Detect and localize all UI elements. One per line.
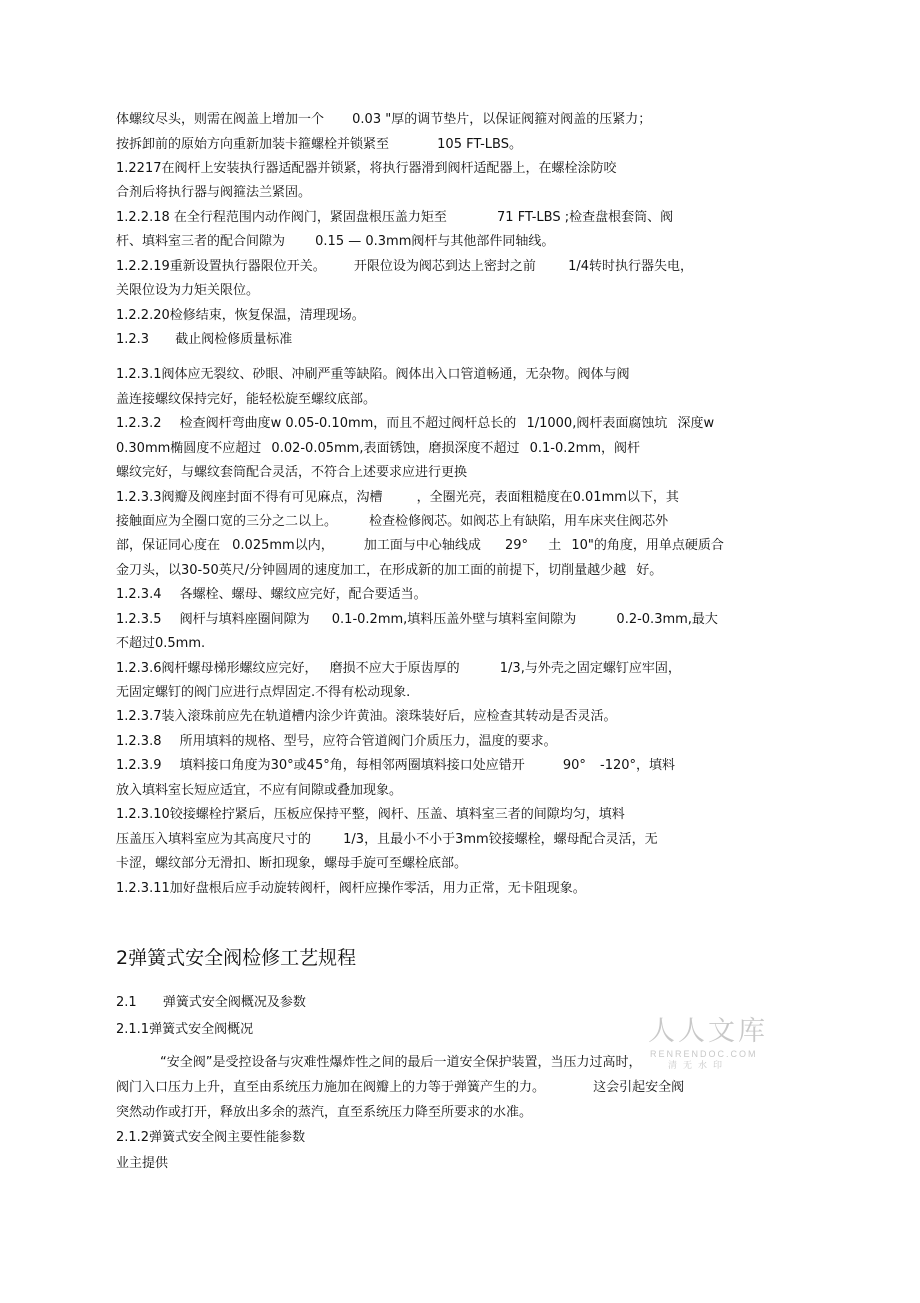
text-line: [116, 440, 640, 458]
text-line: [116, 160, 617, 178]
text-segment: 这会引起安全阀: [593, 1080, 685, 1095]
text-segment: 1/4转时执行器失电，: [568, 259, 693, 274]
text-line: [116, 209, 673, 227]
text-segment: 1.2217在阀杆上安装执行器适配器并锁紧，将执行器滑到阀杆适配器上，在螺栓涂防咬: [116, 161, 617, 176]
text-segment: “安全阀”是受控设备与灾难性爆炸性之间的最后一道安全保护装置，当压力过高时，: [160, 1055, 642, 1070]
text-segment: 71 FT-LBS ;检查盘根套筒、阀: [497, 210, 674, 225]
text-segment: 0.1-0.2mm,填料压盖外壁与填料室间隙为: [331, 612, 577, 627]
text-segment: 体螺纹尽头，则需在阀盖上增加一个: [116, 112, 325, 127]
text-segment: 0.30mm椭圆度不应超过: [116, 441, 262, 456]
text-line: [116, 489, 679, 507]
text-line: [116, 708, 616, 726]
text-segment: 卡涩，螺纹部分无滑扣、断扣现象，螺母手旋可至螺栓底部。: [116, 856, 468, 871]
text-segment: 金刀头，以30-50英尺/分钟圆周的速度加工，在形成新的加工面的前提下，切削量越少越: [116, 563, 627, 578]
text-segment: 0.02-0.05mm,表面锈蚀，磨损深度不超过: [271, 441, 520, 456]
chapter-heading: 2弹簧式安全阀检修工艺规程: [116, 947, 357, 969]
text-segment: 1.2.2.18 在全行程范围内动作阀门，紧固盘根压盖力矩至: [116, 210, 447, 225]
watermark-subtitle: RENRENDOC.COM: [650, 1049, 758, 1059]
text-segment: 1.2.3.5: [116, 612, 162, 627]
text-line: [116, 537, 724, 555]
text-segment: 关限位设为力矩关限位。: [116, 283, 260, 298]
text-line: [116, 855, 467, 873]
text-line: [116, 831, 658, 849]
text-segment: 2.1.2弹簧式安全阀主要性能参数: [116, 1130, 306, 1145]
text-segment: 盖连接螺纹保持完好，能轻松旋至螺纹底部。: [116, 392, 377, 407]
text-segment: 105 FT-LBS。: [437, 137, 522, 152]
text-segment: 1.2.3.9: [116, 758, 162, 773]
text-segment: 0.03 "厚的调节垫片，以保证阀箍对阀盖的压紧力；: [352, 112, 652, 127]
text-segment: 0.025mm以内，: [232, 538, 334, 553]
text-segment: 2.1: [116, 995, 137, 1010]
text-segment: 阀门入口压力上升，直至由系统压力施加在阀瓣上的力等于弹簧产生的力。: [116, 1080, 546, 1095]
text-segment: 弹簧式安全阀概况及参数: [162, 995, 306, 1010]
text-segment: 磨损不应大于原齿厚的: [329, 661, 460, 676]
subsection-heading: [116, 1021, 253, 1039]
text-line: [116, 111, 651, 129]
watermark-title: 人人文库: [648, 1016, 768, 1047]
text-line: [116, 415, 714, 433]
text-line: [116, 684, 410, 702]
text-segment: 按拆卸前的原始方向重新加装卡箍螺栓并锁紧至: [116, 137, 390, 152]
text-line: [116, 782, 402, 800]
text-line: [116, 880, 586, 898]
text-segment: 1/1000,阀杆表面腐蚀坑: [526, 416, 668, 431]
text-segment: 不超过0.5mm.: [116, 636, 206, 651]
text-segment: 1.2.2.20检修结束，恢复保温，清理现场。: [116, 308, 365, 323]
text-segment: 1.2.3: [116, 332, 150, 347]
section-heading: [116, 994, 306, 1012]
text-line: [116, 366, 629, 384]
text-line: [116, 184, 311, 202]
text-line: [116, 1104, 532, 1122]
text-segment: 1.2.3.7装入滚珠前应先在轨道槽内涂少许黄油。滚珠装好后，应检查其转动是否灵活。: [116, 709, 617, 724]
text-line: [116, 635, 205, 653]
text-segment: 突然动作或打开，释放出多余的蒸汽，直至系统压力降至所要求的水准。: [116, 1105, 533, 1120]
text-segment: 10"的角度，用单点硬质合: [571, 538, 724, 553]
text-line: [116, 562, 662, 580]
text-segment: 1.2.2.19重新设置执行器限位开关。: [116, 259, 326, 274]
text-segment: 无固定螺钉的阀门应进行点焊固定.不得有松动现象.: [116, 685, 411, 700]
text-segment: 业主提供: [116, 1156, 169, 1171]
text-line: [116, 586, 427, 604]
text-segment: 1.2.3.2: [116, 416, 162, 431]
text-segment: 0.15 — 0.3mm阀杆与其他部件同轴线。: [315, 234, 555, 249]
text-line: [116, 806, 625, 824]
text-segment: 1.2.3.3阀瓣及阀座封面不得有可见麻点，沟槽: [116, 490, 383, 505]
text-line: [116, 1155, 168, 1173]
text-line: [116, 757, 675, 775]
text-line: [116, 660, 681, 678]
text-line: [116, 1079, 684, 1097]
text-segment: 1.2.3.11加好盘根后应手动旋转阀杆，阀杆应操作零活，用力正常，无卡阻现象。: [116, 881, 586, 896]
text-segment: 深度w: [677, 416, 715, 431]
text-segment: ，全圈光亮，表面粗糙度在0.01mm以下，其: [416, 490, 679, 505]
text-segment: 压盖压入填料室应为其高度尺寸的: [116, 832, 312, 847]
text-segment: 2.1.1弹簧式安全阀概况: [116, 1022, 254, 1037]
text-segment: 接触面应为全圈口宽的三分之二以上。: [116, 514, 338, 529]
text-segment: 0.2-0.3mm,最大: [616, 612, 718, 627]
text-segment: 检查检修阀芯。如阀芯上有缺陷，用车床夹住阀芯外: [369, 514, 669, 529]
text-segment: 杆、填料室三者的配合间隙为: [116, 234, 286, 249]
text-segment: 90°: [562, 758, 586, 773]
text-segment: 开限位设为阀芯到达上密封之前: [353, 259, 536, 274]
text-line: [116, 307, 365, 325]
text-line: [116, 733, 557, 751]
text-segment: 检查阀杆弯曲度w 0.05-0.10mm，而且不超过阀杆总长的: [179, 416, 517, 431]
text-segment: 1.2.3.8: [116, 734, 162, 749]
text-segment: 0.1-0.2mm，阀杆: [529, 441, 640, 456]
text-segment: 好。: [636, 563, 663, 578]
watermark-logo: [648, 1016, 768, 1072]
text-segment: 阀杆与填料座圈间隙为: [179, 612, 310, 627]
watermark-note: 清无水印: [668, 1061, 729, 1071]
text-segment: 1.2.3.10铰接螺栓拧紧后，压板应保持平整，阀杆、压盖、填料室三者的间隙均匀，填料: [116, 807, 625, 822]
text-line: [116, 391, 376, 409]
subsection-heading: [116, 1129, 305, 1147]
text-segment: -120°，填料: [600, 758, 676, 773]
text-segment: 各螺栓、螺母、螺纹应完好，配合要适当。: [179, 587, 427, 602]
text-segment: 填料接口角度为30°或45°角，每相邻两圈填料接口处应错开: [179, 758, 525, 773]
text-line: [116, 464, 467, 482]
text-segment: 截止阀检修质量标准: [175, 332, 293, 347]
text-segment: 螺纹完好，与螺纹套筒配合灵活，不符合上述要求应进行更换: [116, 465, 468, 480]
section-heading: [116, 331, 292, 349]
text-segment: 1/3,与外壳之固定螺钉应牢固，: [499, 661, 681, 676]
text-line: [160, 1054, 641, 1072]
text-line: [116, 513, 668, 531]
text-line: [116, 611, 718, 629]
text-segment: 1/3，且最小不小于3mm铰接螺栓，螺母配合灵活，无: [343, 832, 658, 847]
text-segment: 1.2.3.4: [116, 587, 162, 602]
text-line: [116, 282, 259, 300]
text-line: [116, 233, 554, 251]
text-segment: 土: [548, 538, 562, 553]
text-segment: 部，保证同心度在: [116, 538, 221, 553]
text-line: [116, 136, 522, 154]
text-segment: 放入填料室长短应适宜，不应有间隙或叠加现象。: [116, 783, 403, 798]
text-line: [116, 258, 693, 276]
text-segment: 合剂后将执行器与阀箍法兰紧固。: [116, 185, 312, 200]
text-segment: 29°: [505, 538, 529, 553]
text-segment: 所用填料的规格、型号，应符合管道阀门介质压力，温度的要求。: [179, 734, 557, 749]
text-segment: 加工面与中心轴线成: [363, 538, 481, 553]
text-segment: 1.2.3.6阀杆螺母梯形螺纹应完好，: [116, 661, 318, 676]
text-segment: 1.2.3.1阀体应无裂纹、砂眼、冲刷严重等缺陷。阀体出入口管道畅通，无杂物。阀体与阀: [116, 367, 630, 382]
